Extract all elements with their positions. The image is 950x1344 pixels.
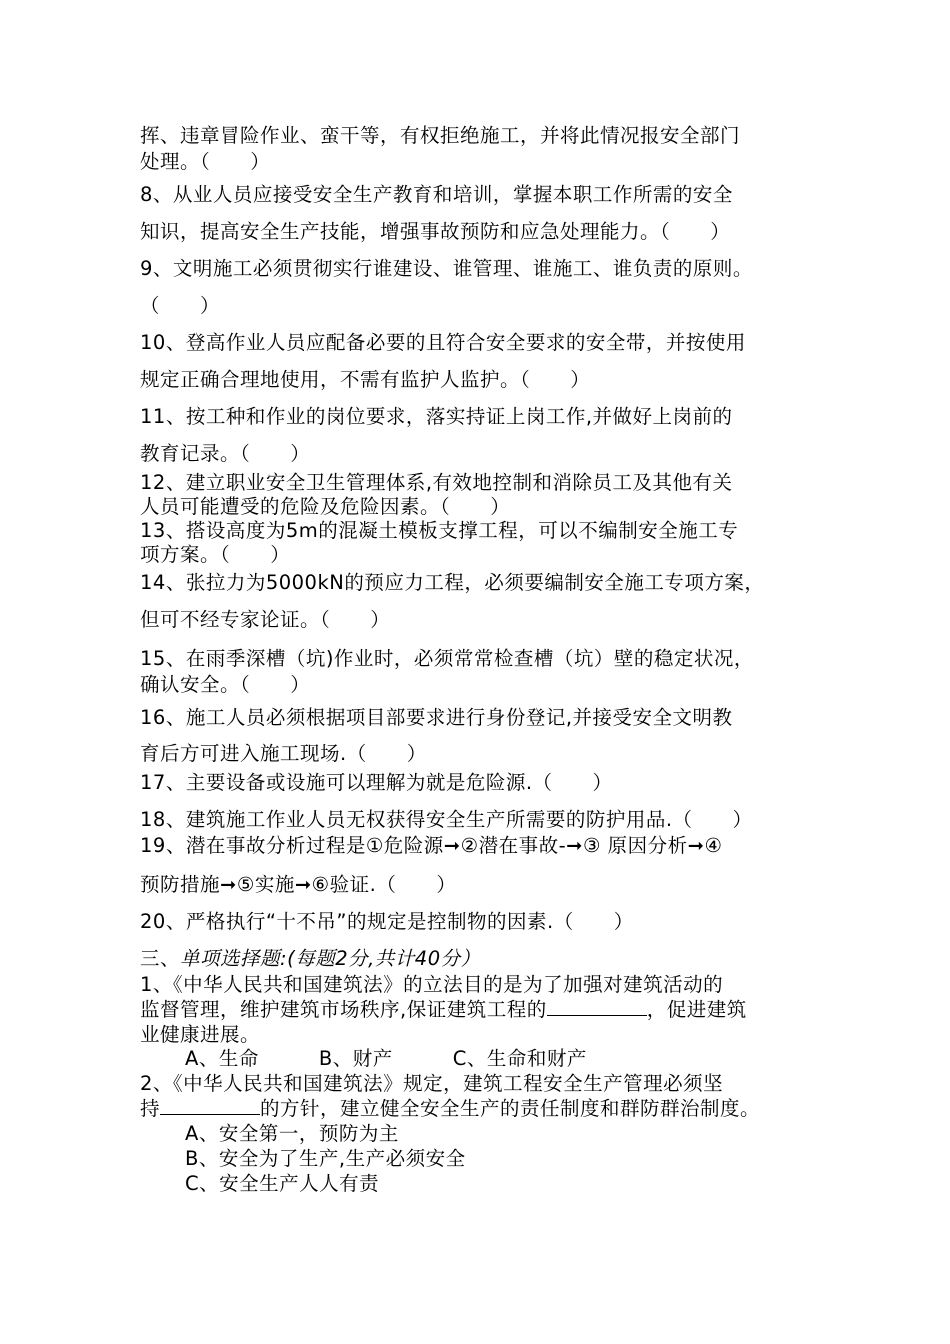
option-b: B、财产 <box>318 1047 393 1070</box>
text-line: 处理。（ ） <box>140 150 271 173</box>
question-text: ，促进建筑 <box>646 998 747 1021</box>
question-text: 持 <box>140 1097 161 1120</box>
text-line: 预防措施➞⑤实施➞⑥验证.（ ） <box>140 873 457 896</box>
section-heading <box>140 946 481 972</box>
option-a: A、安全第一，预防为主 <box>185 1122 399 1145</box>
fill-blank <box>160 1096 260 1115</box>
section-title: 单项选择题:(每题2分,共计40分） <box>180 947 481 970</box>
text-line: 17、主要设备或设施可以理解为就是危险源.（ ） <box>140 771 613 794</box>
option-c: C、生命和财产 <box>452 1047 587 1070</box>
question-line: 业健康进展。 <box>140 1023 261 1046</box>
question-line <box>140 997 747 1023</box>
text-line: 16、施工人员必须根据项目部要求进行身份登记,并接受安全文明教 <box>140 706 733 729</box>
text-line: 14、张拉力为5000kN的预应力工程，必须要编制安全施工专项方案， <box>140 571 765 594</box>
question-line <box>140 1096 760 1122</box>
option-row <box>185 1046 587 1072</box>
option-b: B、安全为了生产,生产必须安全 <box>185 1147 466 1170</box>
question-text: 监督管理，维护建筑市场秩序,保证建筑工程的 <box>140 998 547 1021</box>
text-line: 挥、违章冒险作业、蛮干等，有权拒绝施工，并将此情况报安全部门 <box>140 124 741 147</box>
text-line: 18、建筑施工作业人员无权获得安全生产所需要的防护用品.（ ） <box>140 808 753 831</box>
text-line: 15、在雨季深槽（坑)作业时，必须常常检查槽（坑）壁的稳定状况， <box>140 647 754 670</box>
question-line: 2、《中华人民共和国建筑法》规定，建筑工程安全生产管理必须坚 <box>140 1072 724 1095</box>
fill-blank <box>547 997 647 1016</box>
text-line: 9、文明施工必须贯彻实行谁建设、谁管理、谁施工、谁负责的原则。 <box>140 257 753 280</box>
question-line: 1、《中华人民共和国建筑法》的立法目的是为了加强对建筑活动的 <box>140 973 724 996</box>
text-line: 规定正确合理地使用，不需有监护人监护。（ ） <box>140 368 591 391</box>
text-line: 10、登高作业人员应配备必要的且符合安全要求的安全带，并按使用 <box>140 331 746 354</box>
text-line: 知识，提高安全生产技能，增强事故预防和应急处理能力。（ ） <box>140 220 731 243</box>
option-c: C、安全生产人人有责 <box>185 1172 380 1195</box>
text-line: （ ） <box>140 294 221 317</box>
text-line: 19、潜在事故分析过程是①危险源➞②潜在事故-➞③ 原因分析➞④ <box>140 834 723 857</box>
text-line: 11、按工种和作业的岗位要求，落实持证上岗工作,并做好上岗前的 <box>140 405 733 428</box>
text-line: 育后方可进入施工现场.（ ） <box>140 742 427 765</box>
text-line: 教育记录。（ ） <box>140 442 311 465</box>
text-line: 确认安全。（ ） <box>140 673 311 696</box>
text-line: 8、从业人员应接受安全生产教育和培训，掌握本职工作所需的安全 <box>140 183 733 206</box>
text-line: 项方案。（ ） <box>140 543 291 566</box>
text-line: 但可不经专家论证。（ ） <box>140 608 391 631</box>
text-line: 人员可能遭受的危险及危险因素。（ ） <box>140 495 511 518</box>
question-text: 的方针，建立健全安全生产的责任制度和群防群治制度。 <box>260 1097 761 1120</box>
text-line: 12、建立职业安全卫生管理体系,有效地控制和消除员工及其他有关 <box>140 471 733 494</box>
section-number: 三、 <box>140 947 181 970</box>
option-a: A、生命 <box>185 1047 259 1070</box>
text-line: 13、搭设高度为5m的混凝土模板支撑工程，可以不编制安全施工专 <box>140 519 739 542</box>
text-line: 20、严格执行“十不吊”的规定是控制物的因素.（ ） <box>140 910 634 933</box>
